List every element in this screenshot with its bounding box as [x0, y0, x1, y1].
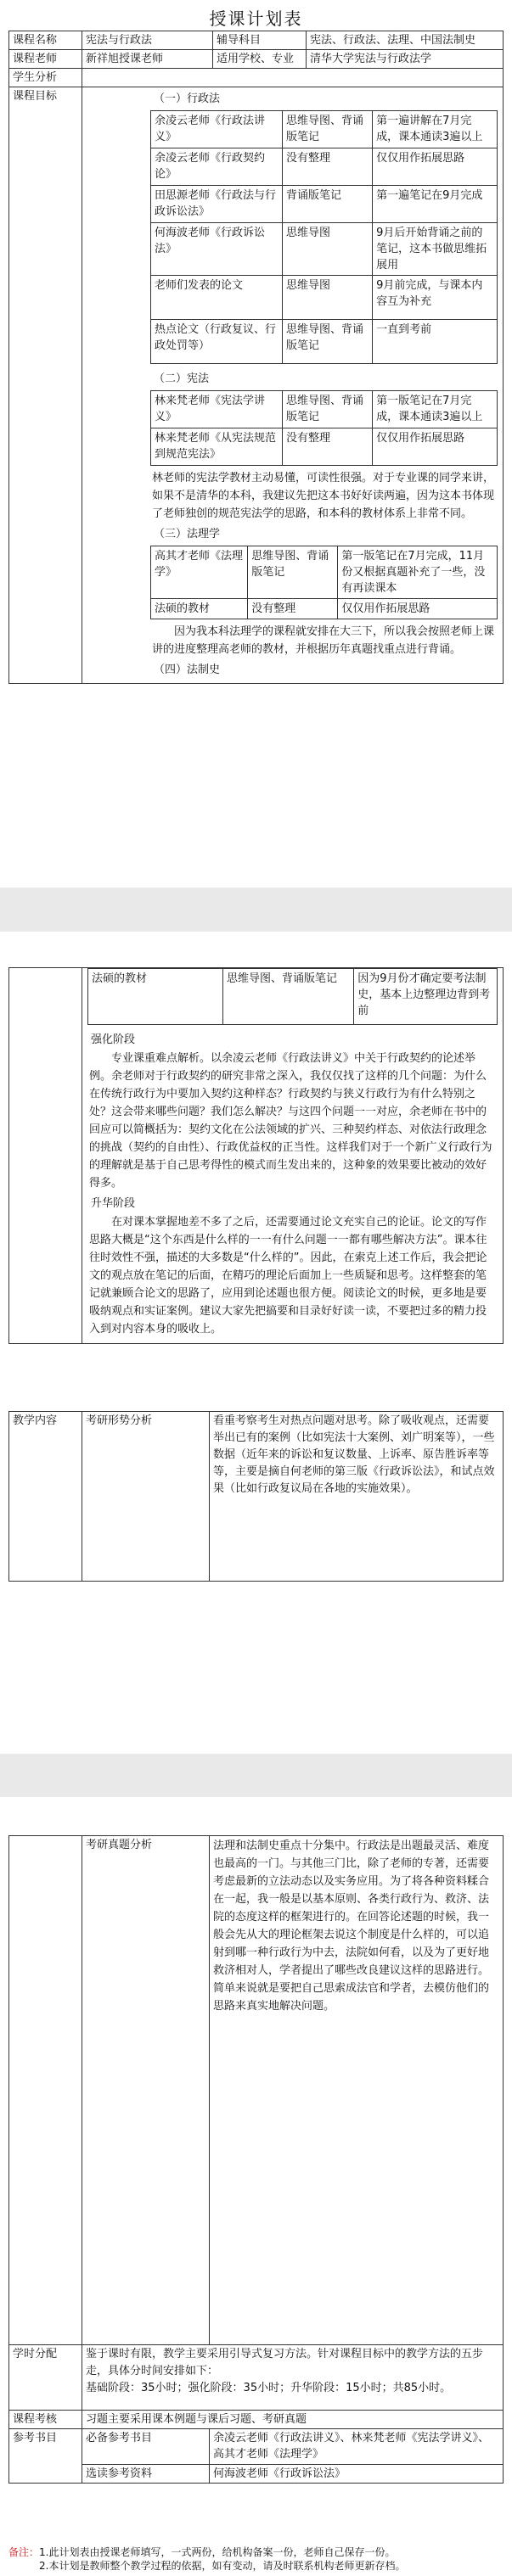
teaching-content-label: 教学内容 — [9, 1412, 82, 1582]
legal-theory-title: （三）法理学 — [154, 528, 221, 540]
continuation-label — [9, 968, 82, 1344]
method-cell: 思维导图 — [283, 223, 373, 276]
book-cell: 林来梵老师《从宪法规范到规范宪法》 — [151, 428, 283, 466]
plan-cell: 第一版笔记在7月完成，11月份又根据真题补充了一些，没有再读课本 — [338, 546, 498, 599]
plan-cell: 第一遍讲解在7月完成，课本通读3遍以上 — [373, 111, 498, 148]
method-cell: 没有整理 — [283, 428, 373, 466]
exam-situation-text: 看重考察考生对热点问题对思考。除了吸收观点，还需要举出已有的案例（比如宪法十大案例、刘广明案等），一些数据（近年来的诉讼和复议数量、上诉率、原告胜诉率等等，主要是摘自何老师的第三版《行政诉讼法》，和试点效果（比如行政复议局在各地的实施效果）。 — [210, 1412, 504, 1582]
student-label: 学生分析 — [9, 69, 82, 87]
admin-law-table — [150, 110, 498, 364]
notes — [8, 2545, 505, 2573]
table-row — [151, 391, 498, 428]
table-row — [151, 320, 498, 364]
course-name-label: 课程名称 — [9, 31, 82, 50]
method-cell: 没有整理 — [248, 599, 338, 619]
book-cell: 余凌云老师《行政法讲义》 — [151, 111, 283, 148]
assessment-label: 课程考核 — [9, 2411, 82, 2429]
legal-history-table — [87, 968, 498, 1025]
plan-cell: 9月后开始背诵之前的笔记，这本书做思维拓展用 — [373, 223, 498, 276]
plan-cell: 因为9月份才确定要考法制史，基本上边整理边背到考前 — [354, 969, 498, 1025]
assessment-text: 习题主要采用课本例题与课后习题、考研真题 — [82, 2411, 504, 2429]
method-cell: 思维导图 — [283, 276, 373, 320]
constitution-paragraph: 林老师的宪法学教材主动易懂，可读性很强。对于专业课的同学来讲，如果不是清华的本科，我建议先把这本书好好读两遍，因为这本书体现了老师独创的规范宪法学的思路，和本科的教材体系上非常不同。 — [152, 472, 495, 520]
table-row — [151, 223, 498, 276]
page-title: 授课计划表 — [209, 8, 303, 29]
method-cell: 思维导图、背诵版笔记 — [283, 391, 373, 428]
continuation-cell — [82, 968, 504, 1344]
method-cell: 没有整理 — [283, 148, 373, 186]
table-row — [151, 599, 498, 619]
book-cell: 老师们发表的论文 — [151, 276, 283, 320]
table-row — [151, 428, 498, 466]
note-text-1: 1.此计划表由授课老师填写，一式两份，给机构备案一份，老师自己保存一份。 — [39, 2546, 396, 2558]
references-label: 参考书目 — [9, 2429, 82, 2484]
plan-table-page1 — [8, 31, 504, 684]
plan-cell: 仅仅用作拓展思路 — [373, 148, 498, 186]
strengthen-stage-title: 强化阶段 — [91, 1033, 136, 1046]
book-cell: 高其才老师《法理学》 — [151, 546, 248, 599]
table-row — [151, 276, 498, 320]
book-cell: 何海波老师《行政诉讼法》 — [151, 223, 283, 276]
exam-questions-label: 考研真题分析 — [82, 1836, 210, 2345]
book-cell: 法硕的教材 — [151, 599, 248, 619]
objectives-cell — [82, 87, 504, 684]
plan-cell: 仅仅用作拓展思路 — [373, 428, 498, 466]
legal-history-title: （四）法制史 — [154, 664, 221, 676]
book-cell: 余凌云老师《行政契约论》 — [151, 148, 283, 186]
optional-books-text: 何海波老师《行政诉讼法》 — [210, 2465, 504, 2484]
constitution-title: （二）宪法 — [154, 372, 210, 385]
legal-theory-table — [150, 546, 498, 619]
book-cell: 林来梵老师《宪法学讲义》 — [151, 391, 283, 428]
constitution-table — [150, 390, 498, 466]
school-label: 适用学校、专业 — [213, 50, 307, 69]
admin-law-title: （一）行政法 — [154, 92, 221, 105]
plan-table-page2 — [8, 967, 504, 1344]
course-name: 宪法与行政法 — [82, 31, 213, 50]
document-page-2 — [0, 932, 512, 1754]
document-page-3 — [0, 1797, 512, 2576]
note-line-2: 2.本计划是教师整个教学过程的依据，如有变动，请及时联系机构老师更新存档。 — [39, 2560, 406, 2572]
plan-cell: 9月前完成，与课本内容互为补充 — [373, 276, 498, 320]
table-row — [88, 969, 498, 1025]
method-cell: 思维导图、背诵版笔记 — [248, 546, 338, 599]
upgrade-stage-text: 在对课本掌握地差不多了之后，还需要通过论文充实自己的论证。论文的写作思路大概是“这个东西是什么样的一一有什么问题一一都有哪些解决方法”。课本往往时效性不强，描述的大多数是“什么样的”。因此，在索克上述工作后，我会把论文的观点放在笔记的后面，在精巧的理论后面加上一些质疑和思考。这样整套的笔记就兼顾合论文的思路了，应用到论述题也很方便。阅读论文的时候，更多地是要吸纳观点和实证案例。建议大家先把搞要和目录好好读一读，不要把过多的精力投入到对内容本身的吸收上。 — [89, 1216, 487, 1336]
required-books-text: 余凌云老师《行政法讲义》、林来梵老师《宪法学讲义》、高其才老师《法理学》 — [210, 2429, 504, 2465]
school: 清华大学宪法与行政法学 — [307, 50, 504, 69]
student-analysis — [82, 69, 504, 87]
method-cell: 背诵版笔记 — [283, 186, 373, 223]
book-cell: 田思源老师《行政法与行政诉讼法》 — [151, 186, 283, 223]
plan-cell: 第一版笔记在7月完成，课本通读3遍以上 — [373, 391, 498, 428]
content-table — [8, 1411, 504, 1582]
method-cell: 思维导图、背诵版笔记 — [283, 111, 373, 148]
legal-theory-paragraph: 因为我本科法理学的课程就安排在大三下，所以我会按照老师上课讲的进度整理高老师的教材，并根据历年真题找重点进行背诵。 — [152, 625, 495, 656]
objectives-label: 课程目标 — [9, 87, 82, 684]
plan-cell: 第一遍笔记在9月完成 — [373, 186, 498, 223]
exam-questions-text: 法理和法制史重点十分集中。行政法是出题最灵活、难度也最高的一门。与其他三门比，除了老师的专著，还需要考虑最新的立法动态以及实务应用。为了将各种资料糅合在一起，我一般是以基本原则、各类行政行为、救济、法院的态度这样的框架进行的。在回答论述题的时候，我一般会先从大的理论框架去说这个制度是什么样的，可以追射到哪一种行政行为中去，法院如何看，以及为了更好地救济相对人，学者提出了哪些改良建议这样的思路进行。简单来说就是要把自己思索成法官和学者，去模仿他们的思路来真实地解决问题。 — [210, 1836, 504, 2345]
document-page-1 — [0, 0, 512, 888]
exam-situation-label: 考研形势分析 — [82, 1412, 210, 1582]
schedule-cell — [82, 2345, 504, 2411]
plan-table-page3 — [8, 1835, 504, 2484]
upgrade-stage-title: 升华阶段 — [91, 1197, 136, 1210]
table-row — [151, 148, 498, 186]
plan-cell: 一直到考前 — [373, 320, 498, 364]
plan-cell: 仅仅用作拓展思路 — [338, 599, 498, 619]
subject-label: 辅导科目 — [213, 31, 307, 50]
book-cell: 热点论文（行政复议、行政处罚等） — [151, 320, 283, 364]
table-row — [151, 186, 498, 223]
schedule-label: 学时分配 — [9, 2345, 82, 2411]
schedule-hours: 基础阶段：35小时；强化阶段：35小时；升华阶段：15小时；共85小时。 — [86, 2382, 452, 2394]
optional-books-label: 选读参考资料 — [82, 2465, 210, 2484]
book-cell: 法硕的教材 — [88, 969, 223, 1025]
method-cell: 思维导图、背诵版笔记 — [223, 969, 354, 1025]
note-tag: 备注： — [8, 2546, 40, 2558]
required-books-label: 必备参考书目 — [82, 2429, 210, 2465]
continuation-label — [9, 1836, 82, 2345]
teacher-label: 课程老师 — [9, 50, 82, 69]
schedule-text: 鉴于课时有限，教学主要采用引导式复习方法。针对课程目标中的教学方法的五步走，具体分时间安排如下： — [86, 2348, 484, 2377]
teacher: 新祥旭授课老师 — [82, 50, 213, 69]
table-row — [151, 546, 498, 599]
method-cell: 思维导图、背诵版笔记 — [283, 320, 373, 364]
table-row — [151, 111, 498, 148]
note-line-1 — [8, 2545, 505, 2559]
subject: 宪法、行政法、法理、中国法制史 — [307, 31, 504, 50]
strengthen-stage-text: 专业课重难点解析。以余凌云老师《行政法讲义》中关于行政契约的论述举例。余老师对于行政契约的研究非常之深入，我仅仅找了这样的几个问题：为什么在传统行政行为中要加入契约这种样态？行政契约与狭义行政行为有什么特别之处？这会带来哪些问题？我们怎么解决？与这四个问题一一对应，余老师在书中的回应可以简概括为：契约文化在公法领域的扩兴、三种契约样态、对依法行政理念的挑战（契约的自由性）、行政优益权的正当性。这样我们对于一个新广义行政行为的理解就是基于自己思考得性的模式而生发出来的，这种象的效果要比被动的效好得多。 — [89, 1052, 492, 1190]
